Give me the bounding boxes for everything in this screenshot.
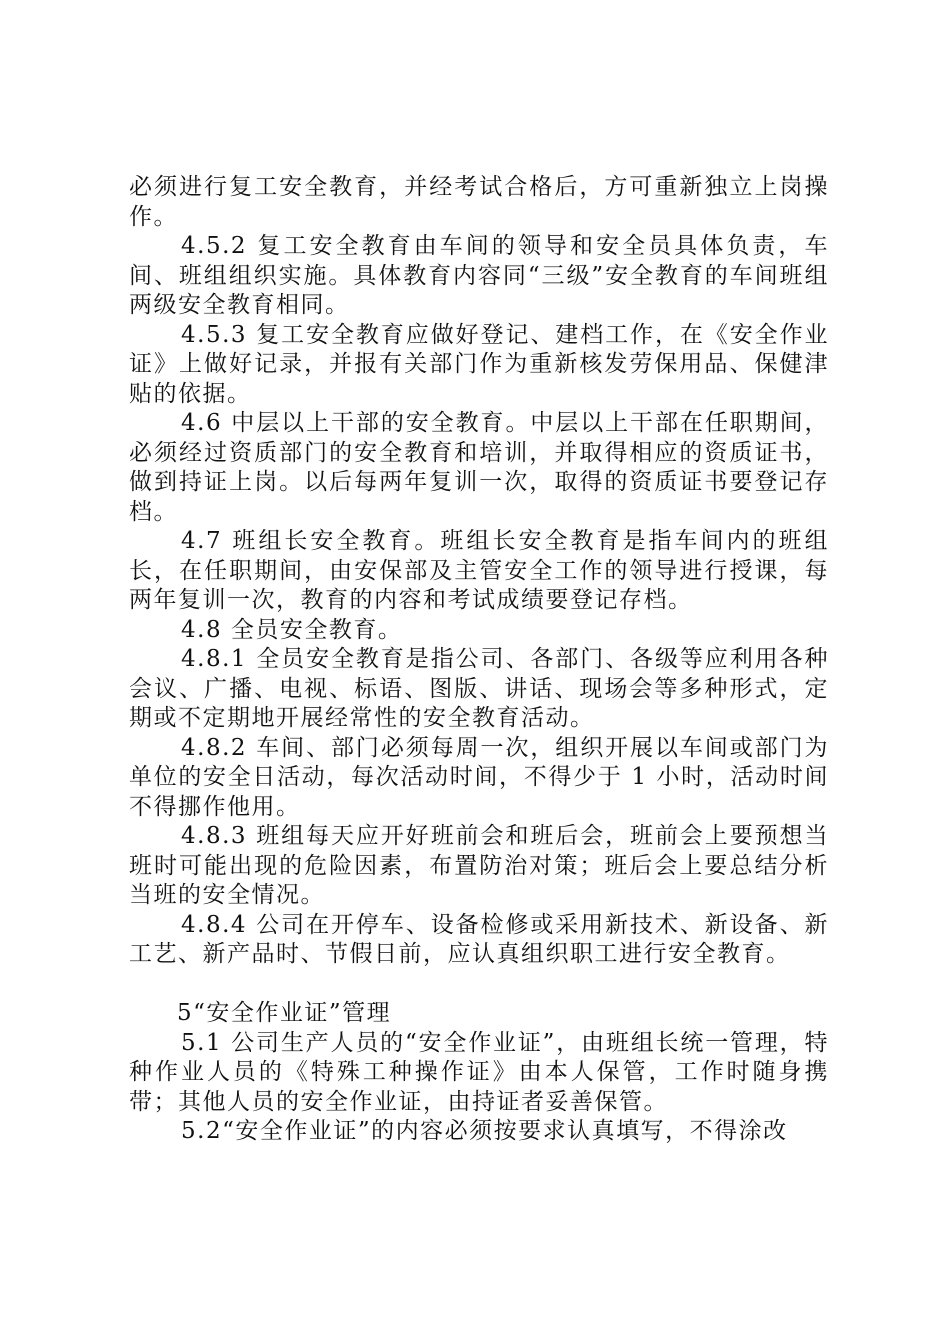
paragraph-continuation: 必须进行复工安全教育，并经考试合格后，方可重新独立上岗操作。 [129, 174, 829, 230]
section-5-heading: 5“安全作业证”管理 [177, 1000, 392, 1026]
paragraph-4-8-3: 4.8.3 班组每天应开好班前会和班后会，班前会上要预想当班时可能出现的危险因素，布置防治对策；班后会上要总结分析当班的安全情况。 [129, 823, 829, 908]
document-body [129, 173, 829, 1147]
paragraph-4-8: 4.8 全员安全教育。 [181, 616, 403, 643]
paragraph-5-1: 5.1 公司生产人员的“安全作业证”，由班组长统一管理，特种作业人员的《特殊工种操作证》由本人保管，工作时随身携带；其他人员的安全作业证，由持证者妥善保管。 [129, 1029, 829, 1115]
paragraph-5-2: 5.2“安全作业证”的内容必须按要求认真填写，不得涂改 [181, 1118, 788, 1144]
paragraph-4-6: 4.6 中层以上干部的安全教育。中层以上干部在任职期间，必须经过资质部门的安全教育和培训，并取得相应的资质证书，做到持证上岗。以后每两年复训一次，取得的资质证书要登记存档。 [129, 410, 829, 525]
paragraph-4-8-1: 4.8.1 全员安全教育是指公司、各部门、各级等应利用各种会议、广播、电视、标语、图版、讲话、现场会等多种形式，定期或不定期地开展经常性的安全教育活动。 [129, 646, 829, 731]
paragraph-4-8-2: 4.8.2 车间、部门必须每周一次，组织开展以车间或部门为单位的安全日活动，每次活动时间，不得少于 1 小时，活动时间不得挪作他用。 [129, 734, 829, 820]
paragraph-4-5-3: 4.5.3 复工安全教育应做好登记、建档工作，在《安全作业证》上做好记录，并报有关部门作为重新核发劳保用品、保健津贴的依据。 [129, 321, 829, 407]
paragraph-4-8-4: 4.8.4 公司在开停车、设备检修或采用新技术、新设备、新工艺、新产品时、节假日前，应认真组织职工进行安全教育。 [129, 911, 829, 967]
paragraph-4-7: 4.7 班组长安全教育。班组长安全教育是指车间内的班组长，在任职期间，由安保部及主管安全工作的领导进行授课，每两年复训一次，教育的内容和考试成绩要登记存档。 [129, 528, 829, 613]
paragraph-4-5-2: 4.5.2 复工安全教育由车间的领导和安全员具体负责，车间、班组组织实施。具体教育内容同“三级”安全教育的车间班组两级安全教育相同。 [129, 233, 829, 318]
